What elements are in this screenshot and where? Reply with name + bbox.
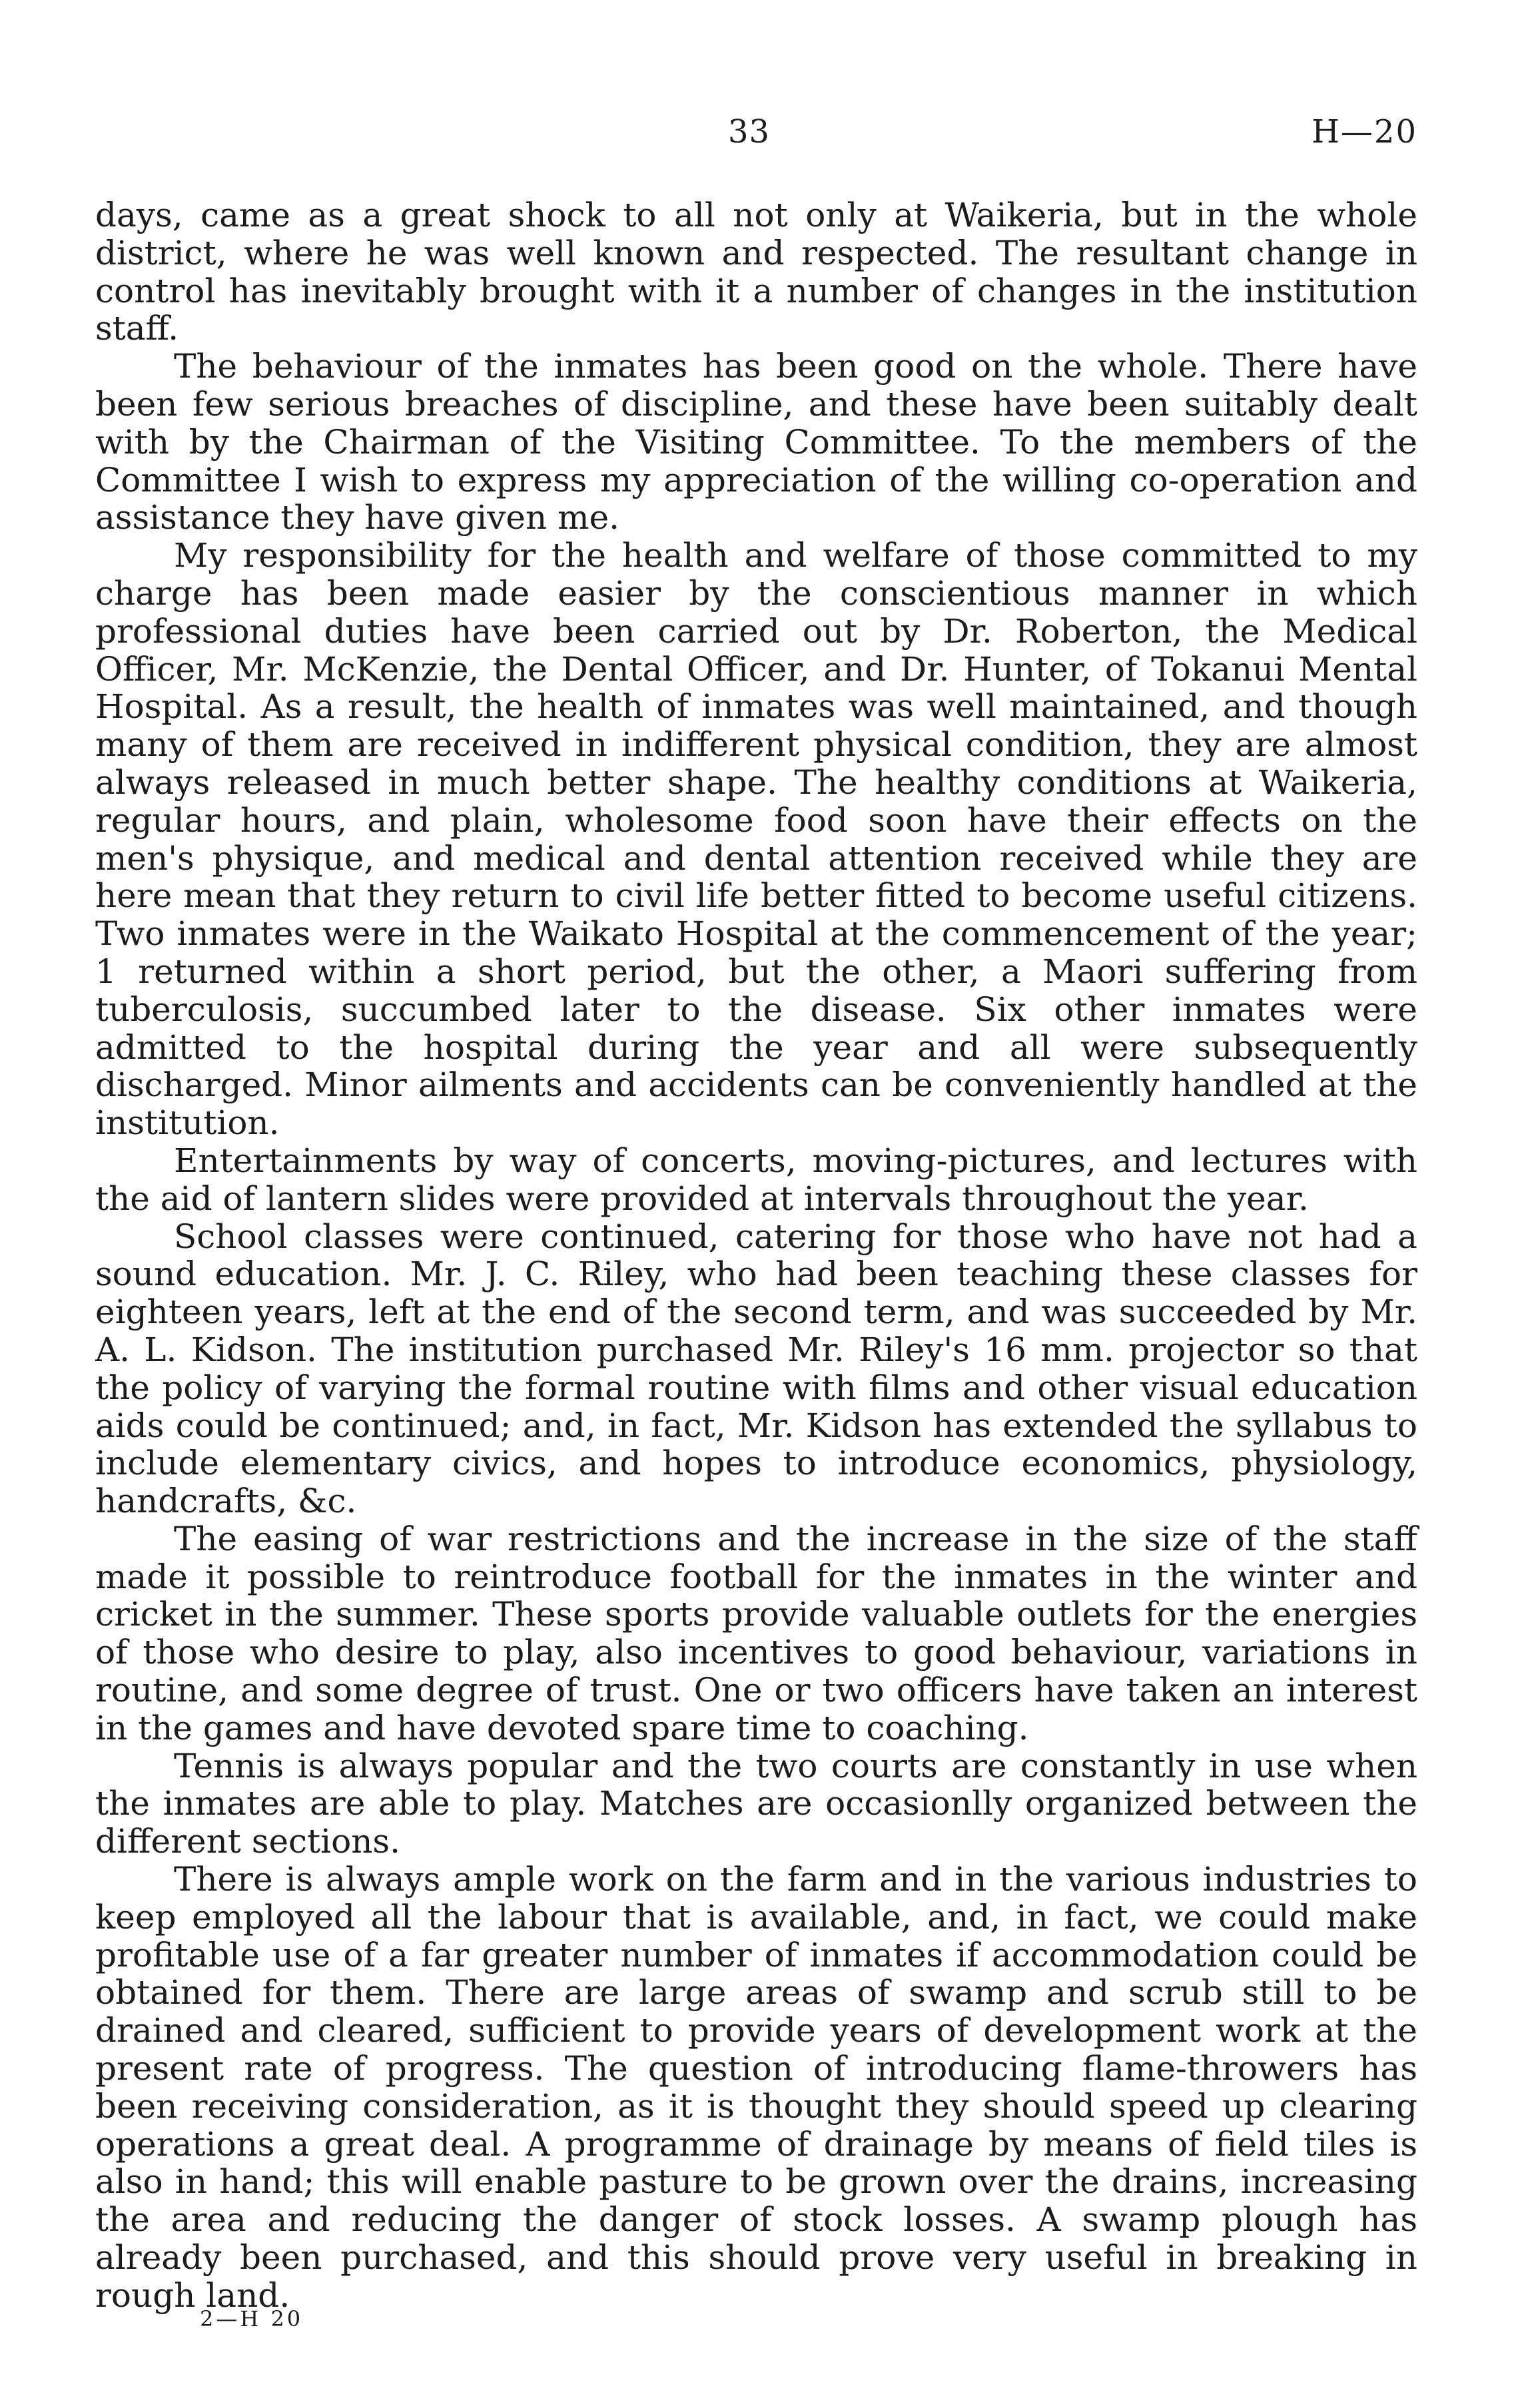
paragraph-farm-work: There is always ample work on the farm and in the various industries to keep employed all the labour that is available, and, in fact, we could make profitable use of a far greater number of inmates if accommodation could be obtained for them. There are large areas of swamp and scrub still to be drained and cleared, sufficient to provide years of development work at the present rate of progress. The question of introducing flame-throwers has been receiving consideration, as it is thought they should speed up clearing operations a great deal. A programme of drainage by means of field tiles is also in hand; this will enable pasture to be grown over the drains, increasing the area and reducing the danger of stock losses. A swamp plough has already been purchased, and this should prove very useful in breaking in rough land. bbox=[95, 1860, 1417, 2315]
page-header bbox=[95, 113, 1417, 166]
paragraph-entertainments: Entertainments by way of concerts, moving-pictures, and lectures with the aid of lantern slides were provided at intervals throughout the year. bbox=[95, 1141, 1417, 1218]
paragraph-continuation: days, came as a great shock to all not only at Waikeria, but in the whole district, where he was well known and respected. The resultant change in control has inevitably brought with it a number of changes in the institution staff. bbox=[95, 196, 1417, 348]
paragraph-sports: The easing of war restrictions and the increase in the size of the staff made it possible to reintroduce football for the inmates in the winter and cricket in the summer. These sports provide valuable outlets for the energies of those who desire to play, also incentives to good behaviour, variations in routine, and some degree of trust. One or two officers have taken an interest in the games and have devoted spare time to coaching. bbox=[95, 1519, 1417, 1747]
paragraph-school-classes: School classes were continued, catering for those who have not had a sound education. Mr. J. C. Riley, who had been teaching these classes for eighteen years, left at the end of the second term, and was succeeded by Mr. A. L. Kidson. The institution purchased Mr. Riley's 16 mm. projector so that the policy of varying the formal routine with films and other visual education aids could be continued; and, in fact, Mr. Kidson has extended the syllabus to include elementary civics, and hopes to introduce economics, physiology, handcrafts, &c. bbox=[95, 1217, 1417, 1521]
document-reference: H—20 bbox=[1312, 113, 1417, 150]
paragraph-tennis: Tennis is always popular and the two courts are constantly in use when the inmates are able to play. Matches are occasionlly organized between the different sections. bbox=[95, 1746, 1417, 1861]
signature-mark: 2—H 20 bbox=[200, 2306, 304, 2331]
body-text bbox=[95, 196, 1417, 2315]
paragraph-health: My responsibility for the health and welfare of those committed to my charge has been made easier by the conscientious manner in which professional duties have been carried out by Dr. Roberton, the Medical Officer, Mr. McKenzie, the Dental Officer, and Dr. Hunter, of Tokanui Mental Hospital. As a result, the health of inmates was well maintained, and though many of them are received in indifferent physical condition, they are almost always released in much better shape. The healthy conditions at Waikeria, regular hours, and plain, wholesome food soon have their effects on the men's physique, and medical and dental attention received while they are here mean that they return to civil life better fitted to become useful citizens. Two inmates were in the Waikato Hospital at the commencement of the year; 1 returned within a short period, but the other, a Maori suffering from tuberculosis, succumbed later to the disease. Six other inmates were admitted to the hospital during the year and all were subsequently discharged. Minor ailments and accidents can be conveniently handled at the institution. bbox=[95, 536, 1417, 1143]
page-number: 33 bbox=[728, 113, 771, 150]
paragraph-behaviour: The behaviour of the inmates has been good on the whole. There have been few serious breaches of discipline, and these have been suitably dealt with by the Chairman of the Visiting Committee. To the members of the Committee I wish to express my appreciation of the willing co-operation and assistance they have given me. bbox=[95, 347, 1417, 537]
